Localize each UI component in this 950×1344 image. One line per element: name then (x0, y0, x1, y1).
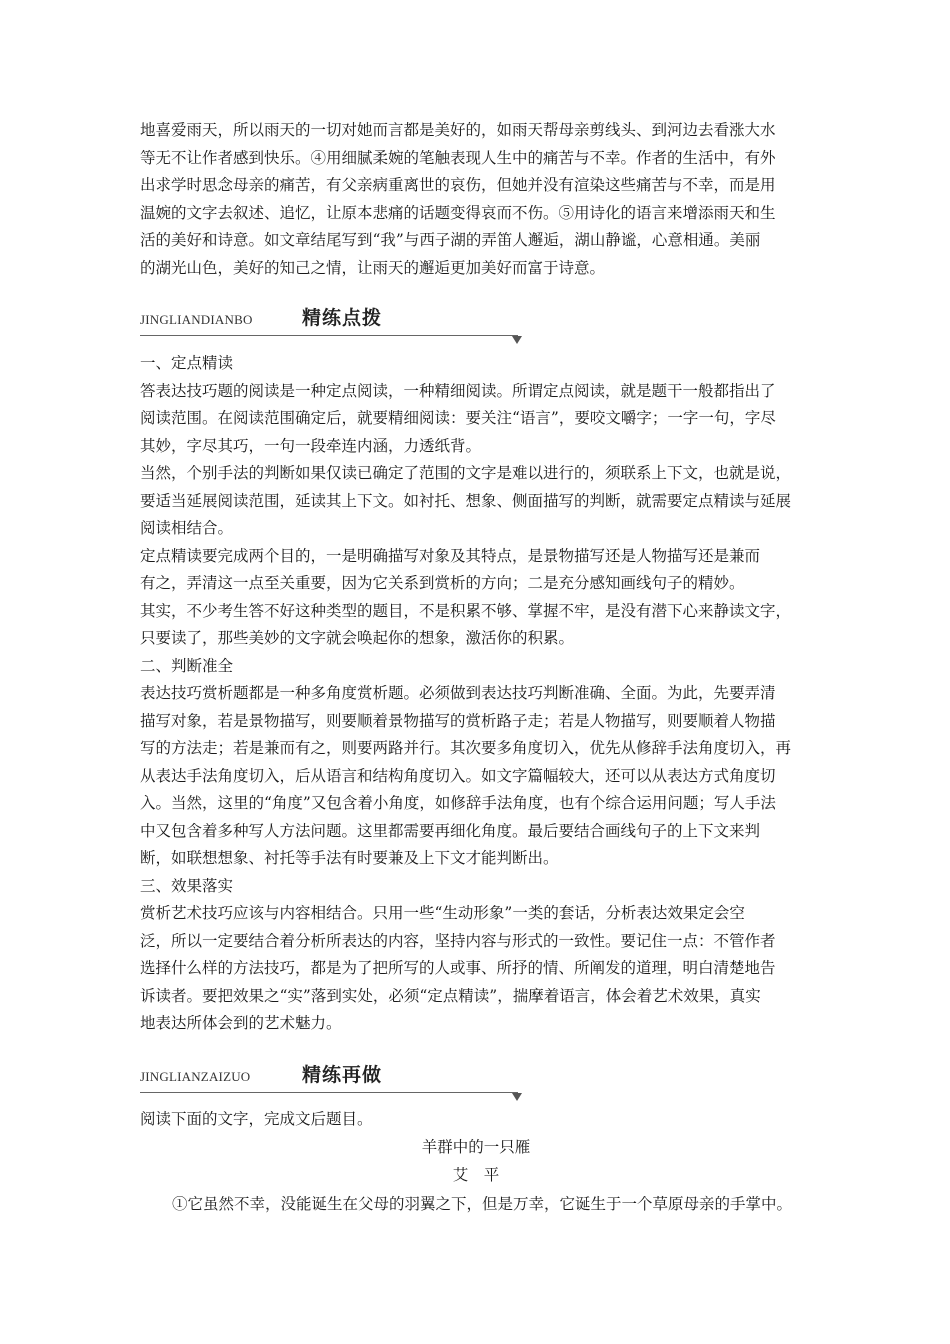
text-line: 出求学时思念母亲的痛苦，有父亲病重离世的哀伤，但她并没有渲染这些痛苦与不幸，而是用 (140, 176, 776, 194)
banner-rule (140, 335, 518, 336)
section-dianbo-body (140, 350, 812, 1038)
banner-title: 精练再做 (302, 1064, 383, 1086)
section-banner-jinglian-zaizuo (140, 1057, 522, 1097)
article-author: 艾 平 (452, 1166, 500, 1184)
section-heading: 三、效果落实 (140, 876, 234, 895)
text-line: 中又包含着多种写人方法问题。这里都需要再细化角度。最后要结合画线句子的上下文来判 (140, 821, 761, 840)
text-line: 从表达手法角度切入，后从语言和结构角度切入。如文字篇幅较大，还可以从表达方式角度切 (140, 766, 776, 785)
text-line: 断，如联想想象、衬托等手法有时要兼及上下文才能判断出。 (140, 849, 559, 867)
text-line: 选择什么样的方法技巧，都是为了把所写的人或事、所抒的情、所阐发的道理，明白清楚地告 (140, 959, 776, 977)
text-line: 入。当然，这里的“角度”又包含着小角度，如修辞手法角度，也有个综合运用问题；写人手法 (140, 794, 776, 812)
banner-pinyin: JINGLIANDIANBO (140, 312, 253, 327)
text-line: 其实，不少考生答不好这种类型的题目，不是积累不够、掌握不牢，是没有潜下心来静读文字， (140, 601, 792, 620)
text-line: 只要读了，那些美妙的文字就会唤起你的想象，激活你的积累。 (140, 629, 575, 647)
banner-pinyin: JINGLIANZAIZUO (140, 1069, 251, 1084)
intro-paragraph (140, 117, 812, 282)
text-line: 赏析艺术技巧应该与内容相结合。只用一些“生动形象”一类的套话，分析表达效果定会空 (140, 904, 745, 922)
triangle-down-icon (512, 1093, 522, 1101)
article-title: 羊群中的一只雁 (421, 1138, 531, 1156)
text-line: 其妙，字尽其巧，一句一段牵连内涵，力透纸背。 (140, 436, 482, 455)
section-heading: 二、判断准全 (140, 656, 234, 675)
text-line: 的湖光山色，美好的知己之情，让雨天的邂逅更加美好而富于诗意。 (140, 258, 606, 277)
text-line: 答表达技巧题的阅读是一种定点阅读，一种精细阅读。所谓定点阅读，就是题干一般都指出了 (140, 381, 776, 400)
text-line: 定点精读要完成两个目的，一是明确描写对象及其特点，是景物描写还是人物描写还是兼而 (140, 546, 761, 565)
banner-rule (140, 1092, 518, 1093)
text-line: 要适当延展阅读范围，延读其上下文。如衬托、想象、侧面描写的判断，就需要定点精读与延展 (140, 491, 792, 510)
text-line: 活的美好和诗意。如文章结尾写到“我”与西子湖的弄笛人邂逅，湖山静谧，心意相通。美丽 (140, 231, 761, 249)
instruction-text (140, 1106, 812, 1134)
text-line: 描写对象，若是景物描写，则要顺着景物描写的赏析路子走；若是人物描写，则要顺着人物描 (140, 711, 776, 730)
text-line: 写的方法走；若是兼而有之，则要两路并行。其次要多角度切入，优先从修辞手法角度切入，再 (140, 739, 792, 757)
text-line: 表达技巧赏析题都是一种多角度赏析题。必须做到表达技巧判断准确、全面。为此，先要弄清 (140, 684, 776, 702)
text-line: 诉读者。要把效果之“实”落到实处，必须“定点精读”，揣摩着语言，体会着艺术效果，真实 (140, 986, 761, 1005)
triangle-down-icon (512, 336, 522, 344)
text-line: 地喜爱雨天，所以雨天的一切对她而言都是美好的，如雨天帮母亲剪线头、到河边去看涨大水 (140, 121, 776, 139)
text-line: 泛，所以一定要结合着分析所表达的内容，坚持内容与形式的一致性。要记住一点：不管作者 (140, 931, 776, 950)
text-line: 阅读相结合。 (140, 519, 234, 537)
banner-title: 精练点拨 (302, 307, 383, 329)
section-banner-jinglian-dianbo (140, 300, 522, 340)
text-line: 等无不让作者感到快乐。④用细腻柔婉的笔触表现人生中的痛苦与不幸。作者的生活中，有外 (140, 148, 776, 167)
article-paragraph (172, 1191, 822, 1219)
text-line: 有之，弄清这一点至关重要，因为它关系到赏析的方向；二是充分感知画线句子的精妙。 (140, 574, 745, 592)
text-line: 当然，个别手法的判断如果仅读已确定了范围的文字是难以进行的，须联系上下文，也就是说， (140, 464, 792, 482)
text-line: ①它虽然不幸，没能诞生在父母的羽翼之下，但是万幸，它诞生于一个草原母亲的手掌中。 (172, 1195, 793, 1213)
text-line: 温婉的文字去叙述、追忆，让原本悲痛的话题变得哀而不伤。⑤用诗化的语言来增添雨天和生 (140, 203, 776, 222)
text-line: 阅读范围。在阅读范围确定后，就要精细阅读：要关注“语言”，要咬文嚼字；一字一句，字尽 (140, 409, 776, 427)
section-heading: 一、定点精读 (140, 354, 234, 372)
text-line: 地表达所体会到的艺术魅力。 (140, 1014, 342, 1032)
instruction-line: 阅读下面的文字，完成文后题目。 (140, 1110, 373, 1128)
